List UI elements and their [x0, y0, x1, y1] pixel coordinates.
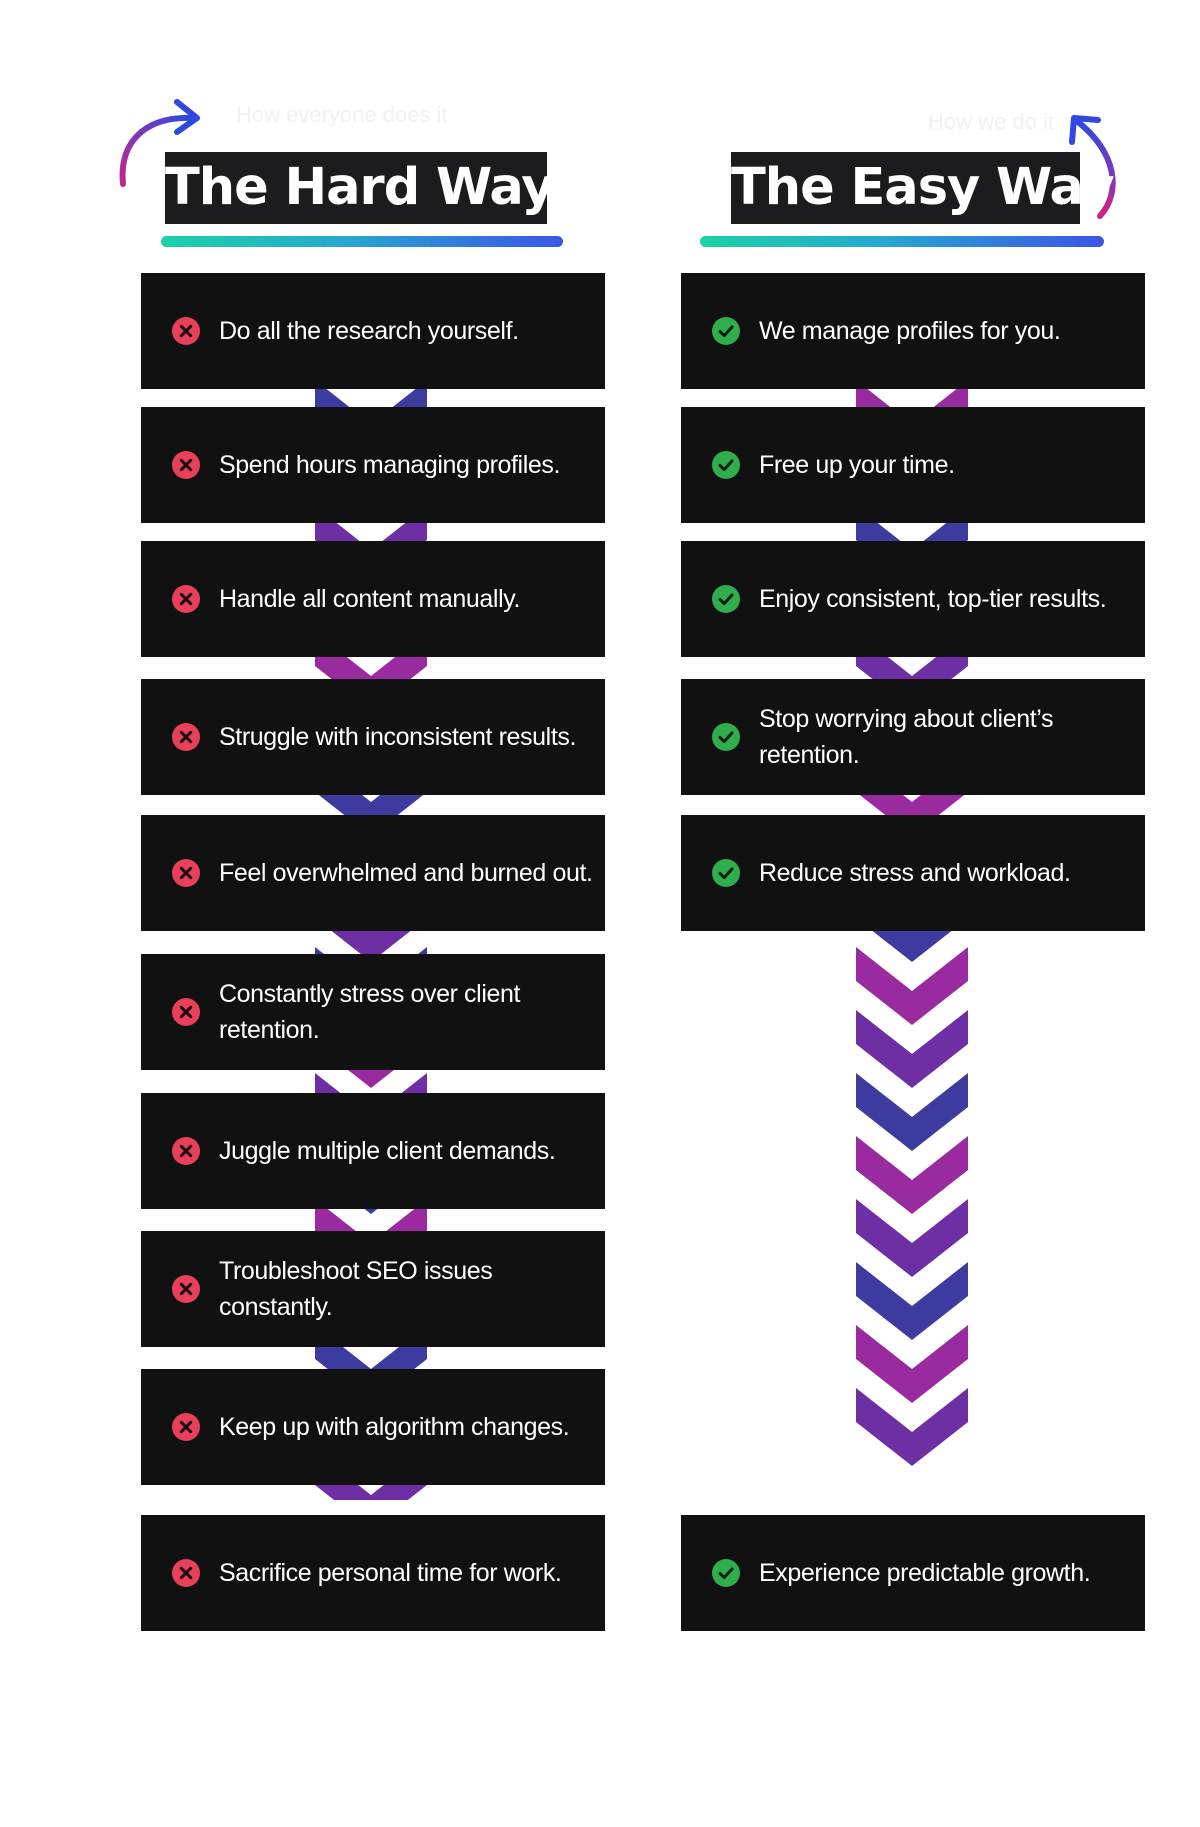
hard-step-card-10 — [141, 1515, 605, 1631]
right-title-underline — [700, 236, 1104, 247]
step-label: We manage profiles for you. — [759, 317, 1061, 345]
hard-step-card-4 — [141, 679, 605, 795]
step-label: Juggle multiple client demands. — [219, 1137, 556, 1165]
x-circle-icon — [171, 1412, 201, 1442]
hard-step-text-wrapper — [219, 1515, 593, 1631]
check-circle-icon — [711, 316, 741, 346]
easy-step-card-4 — [681, 679, 1145, 795]
step-label: Enjoy consistent, top-tier results. — [759, 585, 1107, 613]
easy-step-text-wrapper — [759, 679, 1133, 795]
hard-step-card-5 — [141, 815, 605, 931]
easy-step-text-wrapper — [759, 541, 1133, 657]
hard-step-text-wrapper — [219, 1369, 593, 1485]
left-title-underline — [161, 236, 563, 247]
hard-step-card-6 — [141, 954, 605, 1070]
check-circle-icon — [711, 1558, 741, 1588]
x-circle-icon — [171, 997, 201, 1027]
right-subtitle: How we do it — [928, 109, 1054, 134]
easy-step-text-wrapper — [759, 1515, 1133, 1631]
easy-step-card-1 — [681, 273, 1145, 389]
hard-step-text-wrapper — [219, 954, 593, 1070]
hard-step-card-8 — [141, 1231, 605, 1347]
left-subtitle: How everyone does it — [236, 102, 448, 127]
x-circle-icon — [171, 1274, 201, 1304]
hard-step-text-wrapper — [219, 407, 593, 523]
hard-step-text-wrapper — [219, 1093, 593, 1209]
step-label: Sacrifice personal time for work. — [219, 1559, 562, 1587]
hard-step-text-wrapper — [219, 679, 593, 795]
check-circle-icon — [711, 584, 741, 614]
hard-step-card-9 — [141, 1369, 605, 1485]
step-label: Reduce stress and workload. — [759, 859, 1071, 887]
x-circle-icon — [171, 858, 201, 888]
hard-step-card-1 — [141, 273, 605, 389]
hard-step-text-wrapper — [219, 273, 593, 389]
hard-step-text-wrapper — [219, 541, 593, 657]
x-circle-icon — [171, 1558, 201, 1588]
x-circle-icon — [171, 450, 201, 480]
hard-way-title: The Hard Way — [165, 152, 547, 224]
easy-final-step-card — [681, 1515, 1145, 1631]
hard-step-card-3 — [141, 541, 605, 657]
easy-step-text-wrapper — [759, 273, 1133, 389]
check-circle-icon — [711, 722, 741, 752]
x-circle-icon — [171, 1136, 201, 1166]
step-label: Handle all content manually. — [219, 585, 521, 613]
step-label: Free up your time. — [759, 451, 955, 479]
easy-step-text-wrapper — [759, 407, 1133, 523]
hard-step-text-wrapper — [219, 815, 593, 931]
step-label: Struggle with inconsistent results. — [219, 723, 577, 751]
easy-step-card-5 — [681, 815, 1145, 931]
step-label: Stop worrying about client’s retention. — [759, 705, 1054, 769]
check-circle-icon — [711, 858, 741, 888]
step-label: Troubleshoot SEO issues constantly. — [219, 1257, 493, 1321]
easy-step-card-3 — [681, 541, 1145, 657]
step-label: Feel overwhelmed and burned out. — [219, 859, 593, 887]
x-circle-icon — [171, 316, 201, 346]
hard-step-card-2 — [141, 407, 605, 523]
easy-way-title: The Easy Way — [731, 152, 1080, 224]
x-circle-icon — [171, 722, 201, 752]
step-label: Keep up with algorithm changes. — [219, 1413, 570, 1441]
step-label: Do all the research yourself. — [219, 317, 519, 345]
step-label: Constantly stress over client retention. — [219, 980, 521, 1044]
x-circle-icon — [171, 584, 201, 614]
easy-step-card-2 — [681, 407, 1145, 523]
step-label: Spend hours managing profiles. — [219, 451, 561, 479]
easy-step-text-wrapper — [759, 815, 1133, 931]
step-label: Experience predictable growth. — [759, 1559, 1091, 1587]
hard-step-text-wrapper — [219, 1231, 593, 1347]
hard-step-card-7 — [141, 1093, 605, 1209]
check-circle-icon — [711, 450, 741, 480]
